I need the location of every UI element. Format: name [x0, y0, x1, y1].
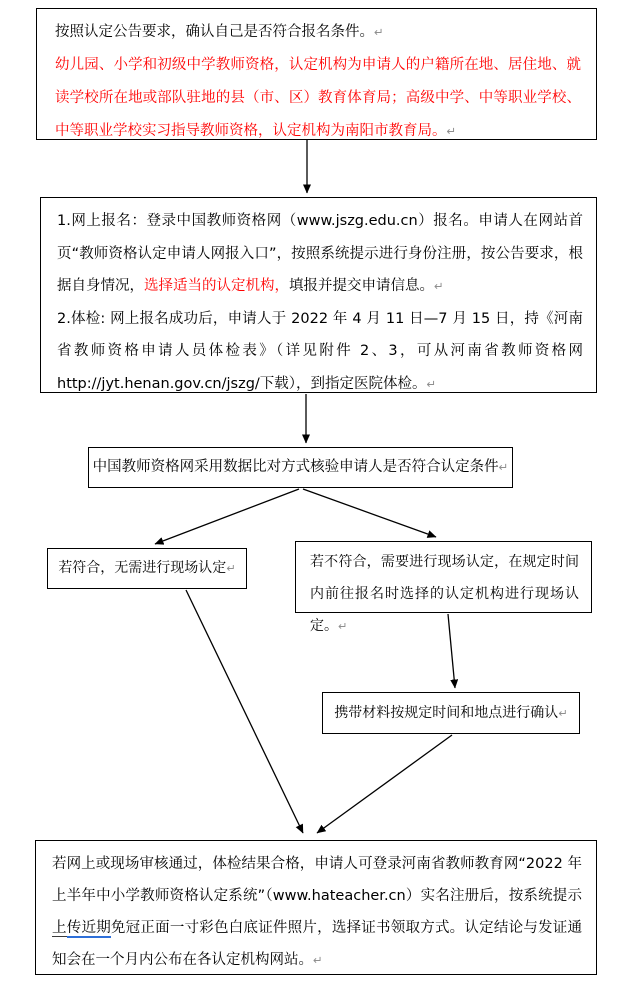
arrow-box6-to-box7-icon [317, 735, 452, 833]
paragraph [57, 205, 583, 303]
paragraph [89, 448, 512, 487]
arrow-box3-to-box5-icon [303, 489, 436, 537]
paragraph-mark-icon: ↵ [446, 124, 457, 138]
step-data-comparison-verification-box [88, 447, 513, 488]
paragraph-mark-icon: ↵ [558, 707, 568, 720]
branch-qualified-no-onsite-box [47, 548, 247, 589]
paragraph-mark-icon: ↵ [434, 279, 444, 293]
text-run: 上 [52, 920, 67, 936]
paragraph [48, 549, 246, 588]
step-confirm-eligibility-box [36, 8, 597, 140]
paragraph [55, 49, 581, 148]
text-run: 填报并提交申请信息。 [289, 278, 434, 294]
paragraph-mark-icon: ↵ [313, 953, 323, 967]
text-run: 按照认定公告要求，确认自己是否符合报名条件。 [55, 24, 374, 40]
paragraph-mark-icon: ↵ [498, 460, 509, 474]
text-run: 中国教师资格网采用数据比对方式核验申请人是否符合认定条件 [92, 459, 499, 475]
step-final-result-and-certificate-box [35, 840, 597, 975]
text-run: 幼儿园、小学和初级中学教师资格，认定机构为申请人的户籍所在地、居住地、就读学校所在地或部队驻地的县（市、区）教育体育局；高级中学、中等职业学校、中等职业学校实习指导教师资格，认定机构为南阳市教育局。 [55, 57, 581, 139]
text-run: 携带材料按规定时间和地点进行确认 [334, 705, 559, 721]
text-run: 1.网上报名：登录中国教师资格网（www.jszg.edu.cn）报名。申请人在网站首页“教师资格认定申请人网报入口”，按照系统提示进行身份注册，按公告要求，根据自身情况， [57, 213, 583, 294]
paragraph-mark-icon: ↵ [226, 562, 236, 575]
text-run: 免冠正面一寸彩色白底证件照片，选择证书领取方式。认定结论与发证通知会在一个月内公布在各认定机构网站。 [52, 920, 583, 968]
text-run: 2.体检: 网上报名成功后，申请人于 2022 年 4 月 11 日—7 月 15 日，持《河南省教师资格申请人员体检表》（详见附件 2、3，可从河南省教师资格网 http://jyt.henan.gov.cn/jszg/下载），到指定医院体检。 [57, 310, 583, 392]
step-onsite-confirmation-box [322, 692, 580, 734]
paragraph-mark-icon: ↵ [338, 620, 348, 633]
text-run: 若网上或现场审核通过，体检结果合格，申请人可登录河南省教师教育网“2022 年上半年中小学教师资格认定系统”（www.hateacher.cn）实名注册后，按系统提示 [52, 856, 582, 904]
branch-not-qualified-onsite-required-box [295, 541, 592, 634]
paragraph [310, 546, 579, 643]
step-online-registration-and-physical-exam-box [40, 197, 597, 393]
arrow-box4-to-box7-icon [186, 590, 303, 833]
text-run: 若不符合，需要进行现场认定，在规定时间内前往报名时选择的认定机构进行现场认定。 [310, 554, 579, 634]
text-run: 若符合，无需进行现场认定 [58, 560, 227, 576]
paragraph [55, 16, 581, 49]
paragraph-mark-icon: ↵ [374, 25, 384, 39]
paragraph [52, 848, 582, 976]
paragraph-mark-icon: ↵ [426, 376, 437, 391]
paragraph [57, 303, 583, 401]
arrow-box3-to-box4-icon [155, 489, 299, 544]
paragraph [323, 693, 579, 734]
text-run: 选择适当的认定机构， [144, 278, 289, 294]
text-run: 传近期 [66, 920, 111, 936]
